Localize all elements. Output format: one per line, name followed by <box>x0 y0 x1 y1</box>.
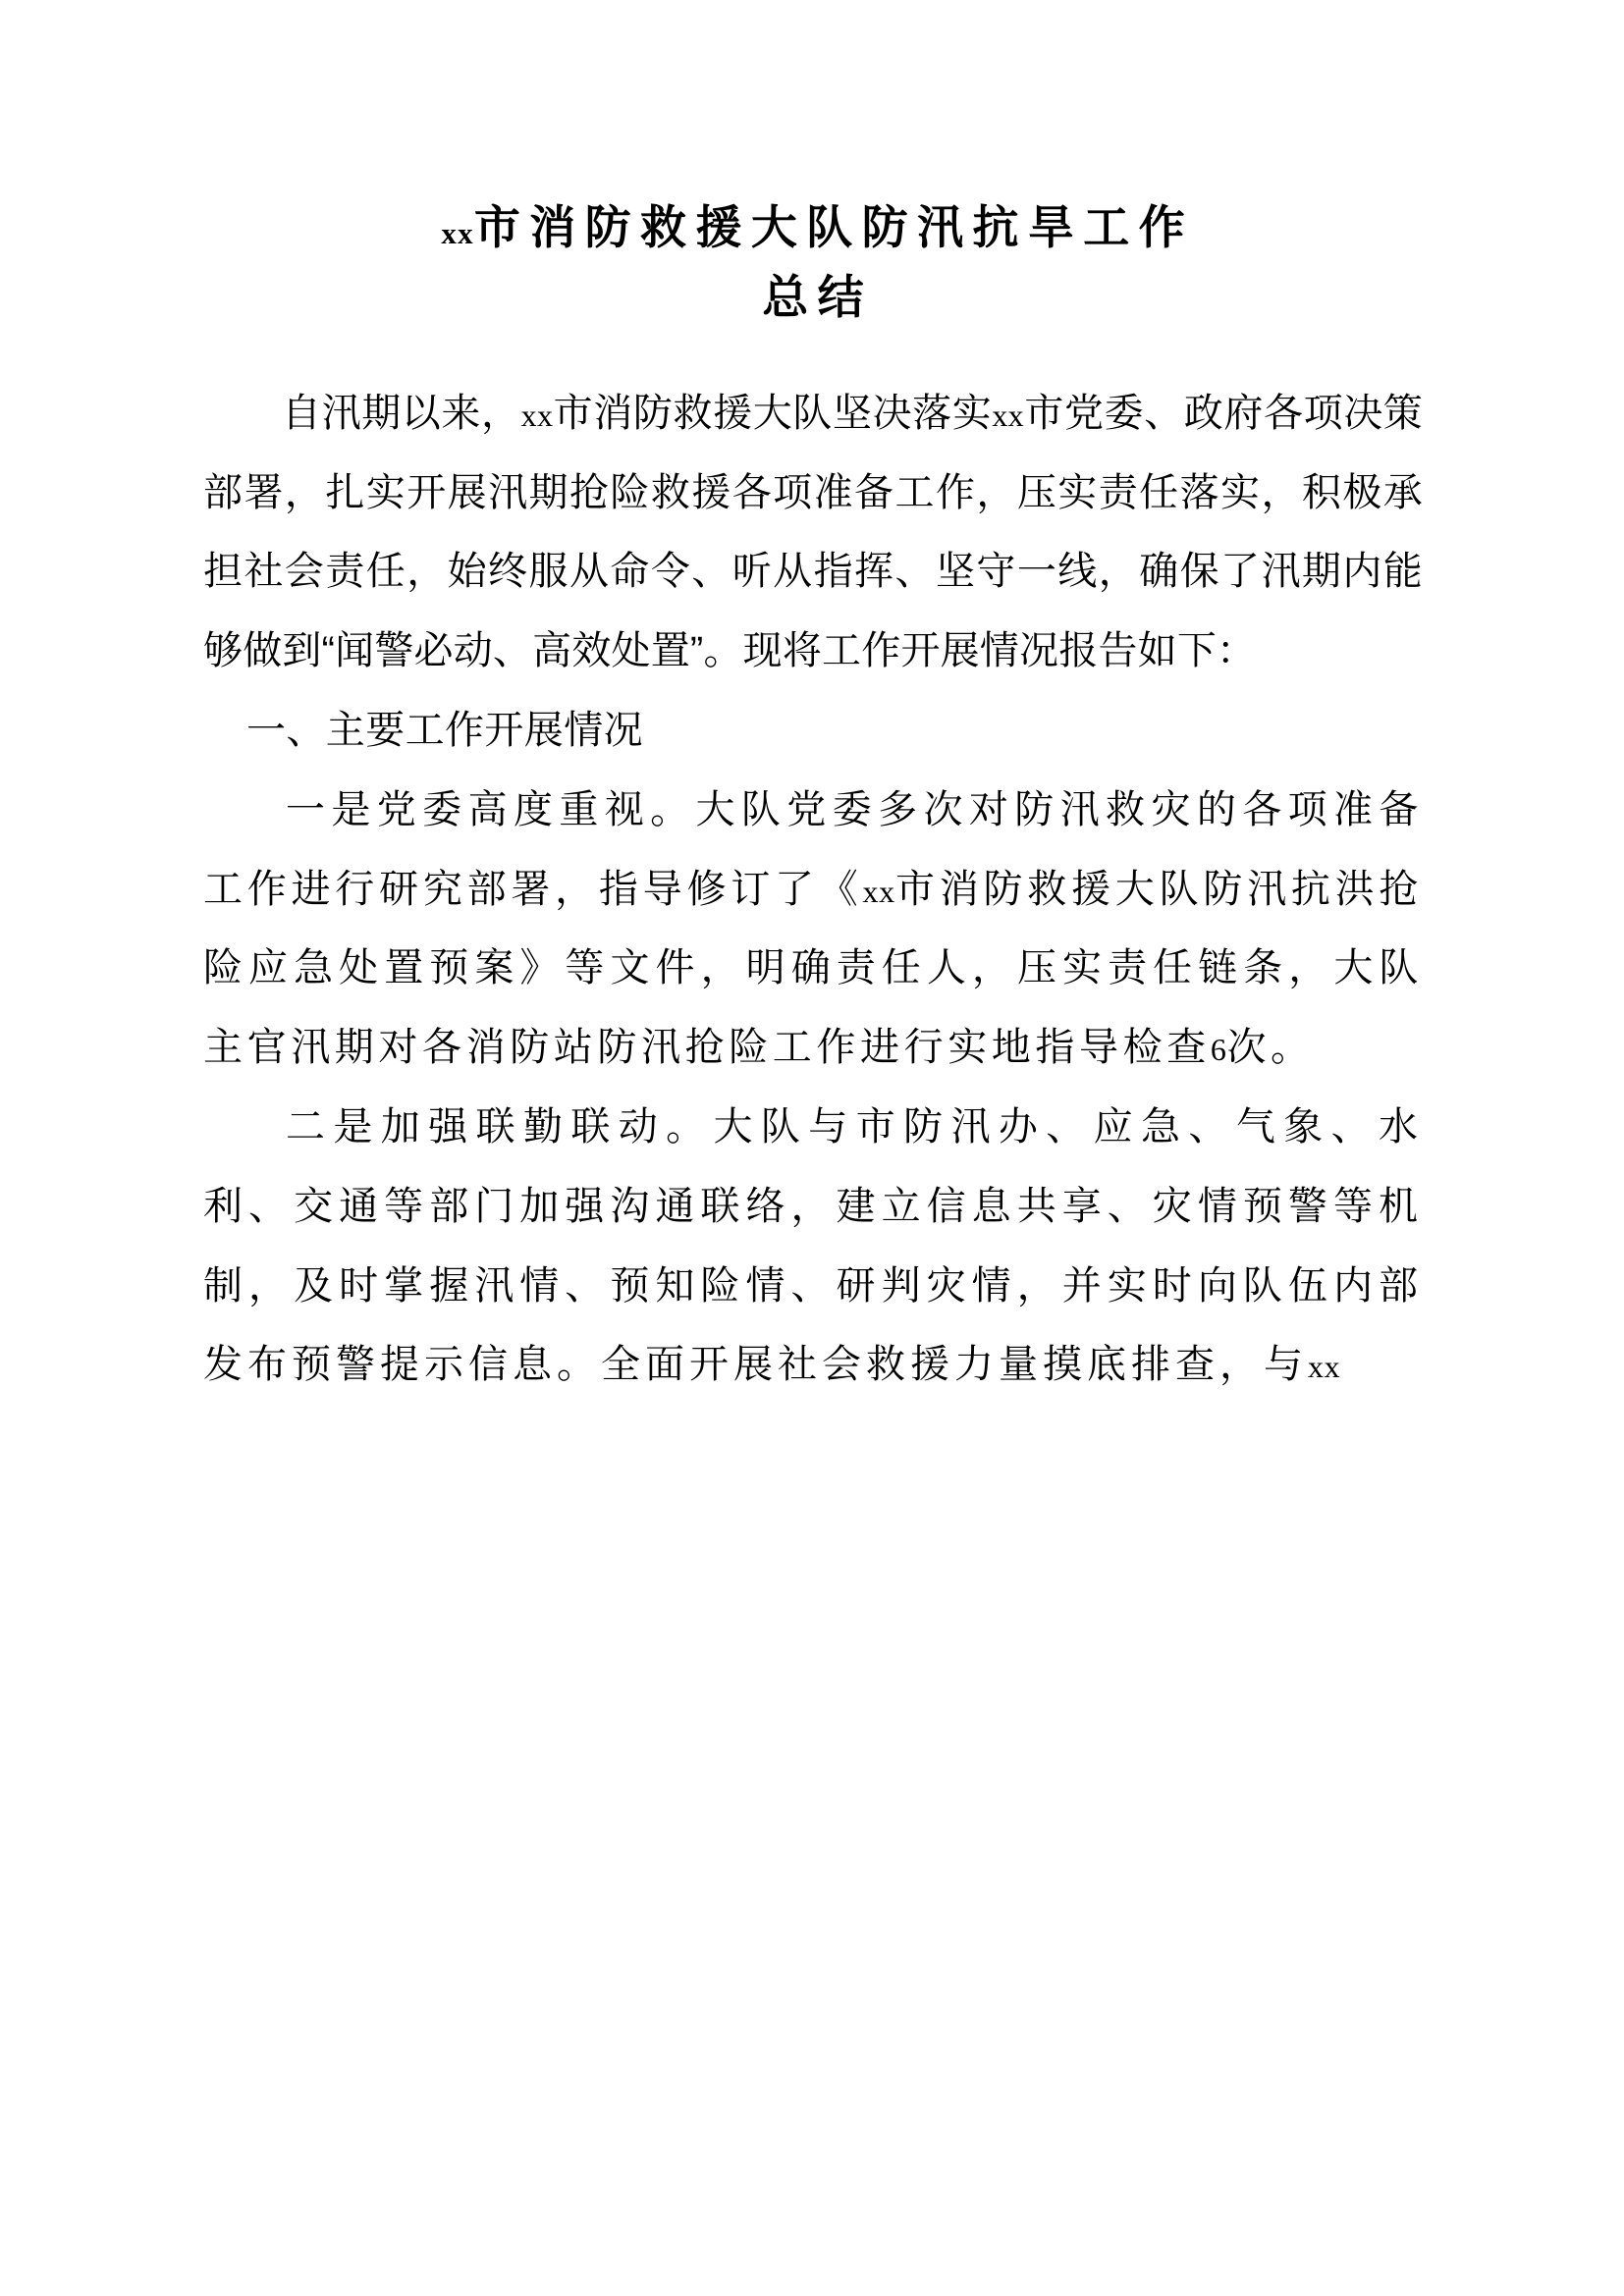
page-title-line-1-text: 市消防救援大队防汛抗旱工作 <box>473 201 1195 253</box>
page-title-line-2: 总结 <box>762 271 874 324</box>
intro-run-1: xx <box>520 397 554 433</box>
intro-run-4: 市党委、政府各项决策部署，扎实开展汛期抢险救援各项准备工作，压实责任落实，积极承担社会责任，始终服从命令、听从指挥、坚守一线，确保了汛期内能够做到“闻警必动、高效处置”。现将工作开展情况报告如下： <box>203 391 1424 673</box>
page-title-latin-prefix: xx <box>441 216 474 250</box>
point-1-run-2: 市消防救援大队防汛抗洪抢险应急处置预案》等文件，明确责任人，压实责任链条，大队主官汛期对各消防站防汛抢险工作进行实地指导检查 <box>203 867 1424 1070</box>
point-1-run-4: 次。 <box>1226 1026 1315 1070</box>
section-heading-1 <box>203 691 1423 771</box>
paragraph-point-2 <box>203 1088 1423 1405</box>
intro-run-0: 自汛期以来， <box>282 391 521 435</box>
document-content-area <box>203 0 1423 1405</box>
page-title <box>203 0 1423 333</box>
paragraph-intro <box>203 333 1423 691</box>
document-body <box>203 333 1423 1405</box>
point-1-run-3: 6 <box>1210 1032 1227 1068</box>
paragraph-point-1 <box>203 771 1423 1088</box>
intro-run-3: xx <box>992 397 1024 433</box>
point-2-run-1: xx <box>1308 1349 1341 1385</box>
page-title-line-1 <box>203 192 1423 262</box>
point-2-run-0: 二是加强联勤联动。大队与市防汛办、应急、气象、水利、交通等部门加强沟通联络，建立信息共享、灾情预警等机制，及时掌握汛情、预知险情、研判灾情，并实时向队伍内部发布预警提示信息。全面开展社会救援力量摸底排查，与 <box>203 1105 1423 1387</box>
point-1-run-1: xx <box>862 873 895 909</box>
point-1-run-0: 一是党委高度重视。大队党委多次对防汛救灾的各项准备工作进行研究部署，指导修订了《 <box>203 787 1423 911</box>
section-1-heading-run-0: 一、主要工作开展情况 <box>246 709 643 753</box>
intro-run-2: 市消防救援大队坚决落实 <box>553 391 993 435</box>
